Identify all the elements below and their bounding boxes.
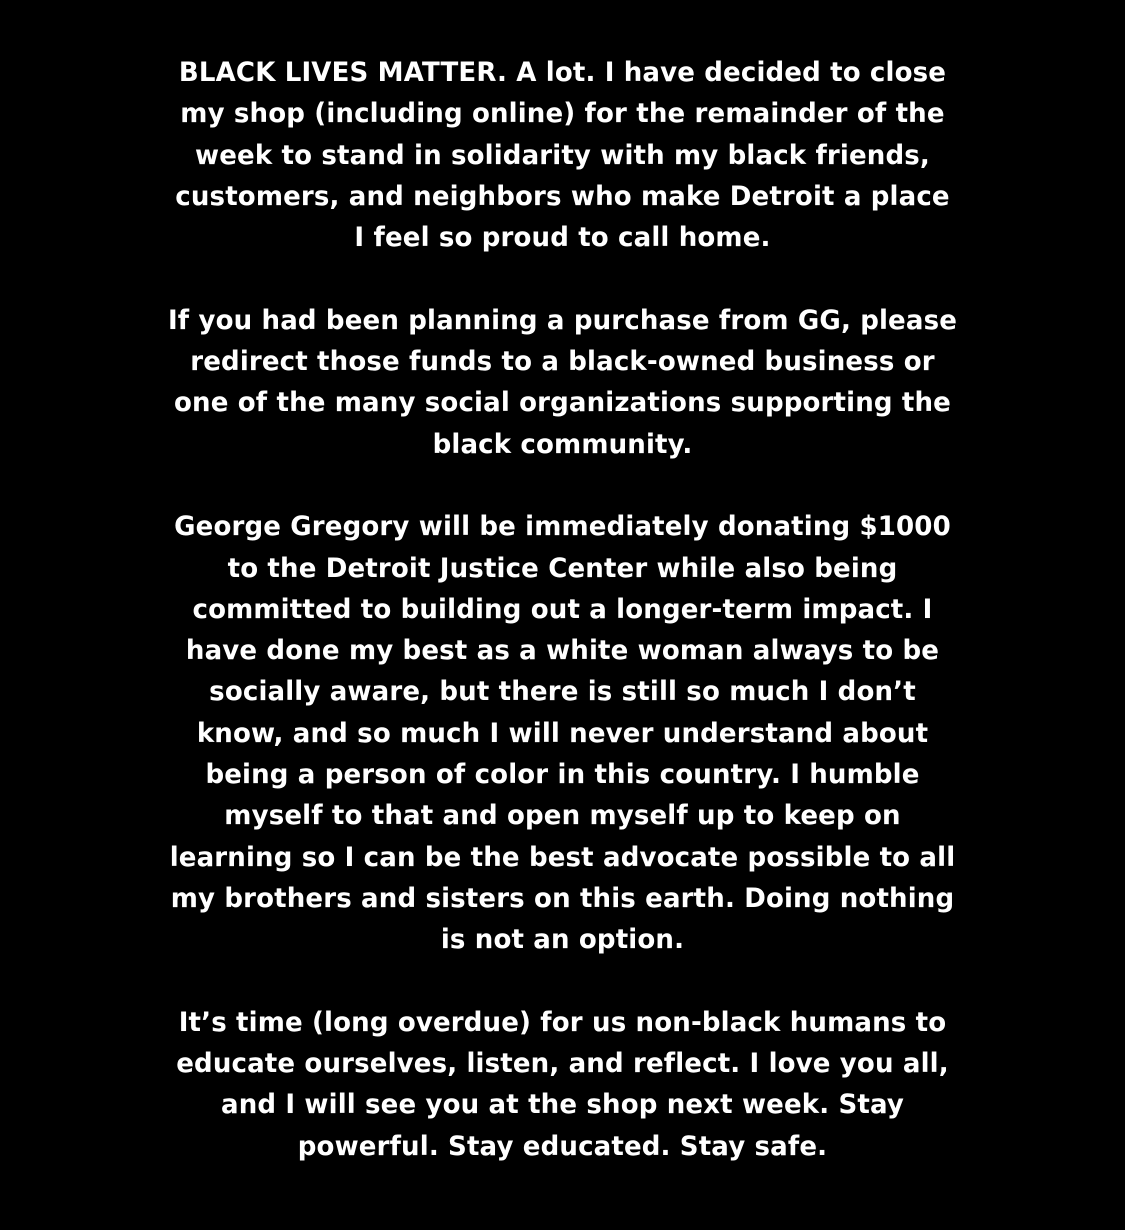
paragraph-4 <box>0 1002 1125 1167</box>
text-line: I feel so proud to call home. <box>354 222 771 254</box>
text-line: to the Detroit Justice Center while also being <box>227 552 898 584</box>
text-line: BLACK LIVES MATTER. A lot. I have decided to close <box>178 57 947 88</box>
text-line: socially aware, but there is still so much I don’t <box>209 676 916 708</box>
text-line: one of the many social organizations supporting the <box>174 387 951 419</box>
text-line: educate ourselves, listen, and reflect. I love you all, <box>176 1048 949 1080</box>
text-line: black community. <box>432 428 693 460</box>
text-line: If you had been planning a purchase from GG, please <box>167 304 958 336</box>
statement-text <box>0 52 1125 1167</box>
paragraph-gap <box>0 258 1125 299</box>
text-line: powerful. Stay educated. Stay safe. <box>297 1130 828 1162</box>
text-line: is not an option. <box>440 924 685 956</box>
paragraph-gap <box>0 961 1125 1002</box>
text-line: learning so I can be the best advocate possible to all <box>169 841 956 873</box>
text-line: week to stand in solidarity with my black friends, <box>195 139 930 171</box>
text-line: It’s time (long overdue) for us non-black humans to <box>178 1006 947 1038</box>
text-line: know, and so much I will never understand about <box>196 717 929 749</box>
text-line: being a person of color in this country. I humble <box>205 759 920 791</box>
paragraph-1 <box>0 52 1125 258</box>
text-line: and I will see you at the shop next week. Stay <box>220 1089 905 1121</box>
paragraph-2 <box>0 300 1125 465</box>
text-line: have done my best as a white woman always to be <box>185 635 940 667</box>
text-line: my brothers and sisters on this earth. Doing nothing <box>170 882 955 914</box>
text-line: redirect those funds to a black-owned business or <box>190 346 935 378</box>
paragraph-gap <box>0 465 1125 506</box>
text-line: George Gregory will be immediately donating $1000 <box>174 511 951 543</box>
text-line: myself to that and open myself up to keep on <box>224 800 901 832</box>
text-line: customers, and neighbors who make Detroit a place <box>175 180 950 212</box>
paragraph-3 <box>0 506 1125 960</box>
text-line: my shop (including online) for the remainder of the <box>180 98 945 130</box>
text-line: committed to building out a longer-term impact. I <box>192 593 933 625</box>
